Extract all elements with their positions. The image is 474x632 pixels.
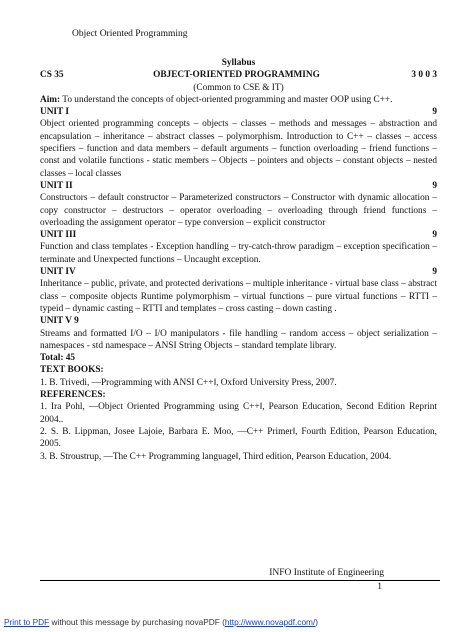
textbooks-heading: TEXT BOOKS: (40, 365, 104, 376)
course-code-row (40, 69, 437, 81)
textbook-item: 1. B. Trivedi, ―Programming with ANSI C++‖, Oxford University Press, 2007. (40, 377, 337, 388)
common-note: (Common to CSE & IT) (193, 82, 284, 93)
aim-label: Aim: (40, 94, 61, 105)
aim-paragraph (40, 94, 437, 106)
unit-1-heading (40, 106, 437, 118)
total-hours: Total: 45 (40, 353, 76, 364)
unit-title: UNIT IV (40, 267, 76, 278)
reference-item: 1. Ira Pohl, ―Object Oriented Programming using C++‖, Pearson Education, Second Edition Reprint 2004.. (40, 402, 437, 425)
page-number: 1 (377, 582, 382, 592)
print-to-pdf-link[interactable]: Print to PDF (4, 617, 50, 627)
footer-institution: INFO Institute of Engineering (269, 568, 384, 578)
course-credits: 3 0 0 3 (411, 70, 437, 81)
unit-hours: 9 (432, 180, 437, 191)
unit-5-text: Streams and formatted I/O – I/O manipulators - file handling – random access – object serialization – namespaces - std namespace – ANSI String Objects – standard template library. (40, 328, 437, 351)
unit-2-heading (40, 180, 437, 192)
reference-item: 3. B. Stroustrup, ―The C++ Programming language‖, Third edition, Pearson Education, 2004. (40, 451, 392, 462)
references-heading: REFERENCES: (40, 390, 106, 401)
unit-4-text: Inheritance – public, private, and protected derivations – multiple inheritance - virtual base class – abstract class – composite objects Runtime polymorphism – virtual functions – pure virtual functions – RTTI – typeid – dynamic casting – RTTI and templates – cross casting – down casting . (40, 279, 437, 314)
course-code: CS 35 (40, 70, 64, 81)
print-bar-message: without this message by purchasing novaPDF ( (49, 617, 225, 627)
unit-hours: 9 (432, 267, 437, 278)
aim-text: To understand the concepts of object-oriented programming and master OOP using C++. (62, 94, 393, 105)
unit-hours: 9 (432, 230, 437, 241)
unit-3-heading (40, 229, 437, 241)
unit-4-heading (40, 266, 437, 278)
unit-hours: 9 (432, 107, 437, 118)
reference-item: 2. S. B. Lippman, Josee Lajoie, Barbara E. Moo, ―C++ Primer‖, Fourth Edition, Pearson Education, 2005. (40, 426, 437, 450)
running-header: Object Oriented Programming (72, 29, 188, 39)
print-to-pdf-bar (0, 612, 474, 632)
unit-title: UNIT I (40, 107, 70, 118)
unit-title: UNIT II (40, 180, 73, 191)
course-title: OBJECT-ORIENTED PROGRAMMING (153, 70, 320, 81)
unit-3-text: Function and class templates - Exception handling – try-catch-throw paradigm – exception specification – terminate and Unexpected functions – Uncaught exception. (40, 242, 437, 265)
unit-title: UNIT III (40, 230, 77, 241)
unit-title: UNIT V 9 (40, 316, 79, 327)
footer-divider (40, 580, 440, 581)
unit-2-text: Constructors – default constructor – Parameterized constructors – Constructor with dynamic allocation – copy constructor – destructors – operator overloading – overloading through friend functions – overloading the assignment operator – type conversion – explicit constructor (40, 193, 437, 228)
syllabus-body (40, 57, 437, 463)
print-bar-end: ) (315, 617, 319, 627)
unit-1-text: Object oriented programming concepts – objects – classes – methods and messages – abstraction and encapsulation – inheritance – abstract classes – polymorphism. Introduction to C++ – classes – access specifiers – function and data members – default arguments – function overloading – friend functions – const and volatile functions - static members – Objects – pointers and objects – constant objects – nested classes – local classes (40, 119, 437, 179)
syllabus-heading: Syllabus (221, 58, 256, 68)
unit-5-heading (40, 315, 437, 327)
novapdf-link[interactable]: http://www.novapdf.com/ (224, 617, 316, 627)
